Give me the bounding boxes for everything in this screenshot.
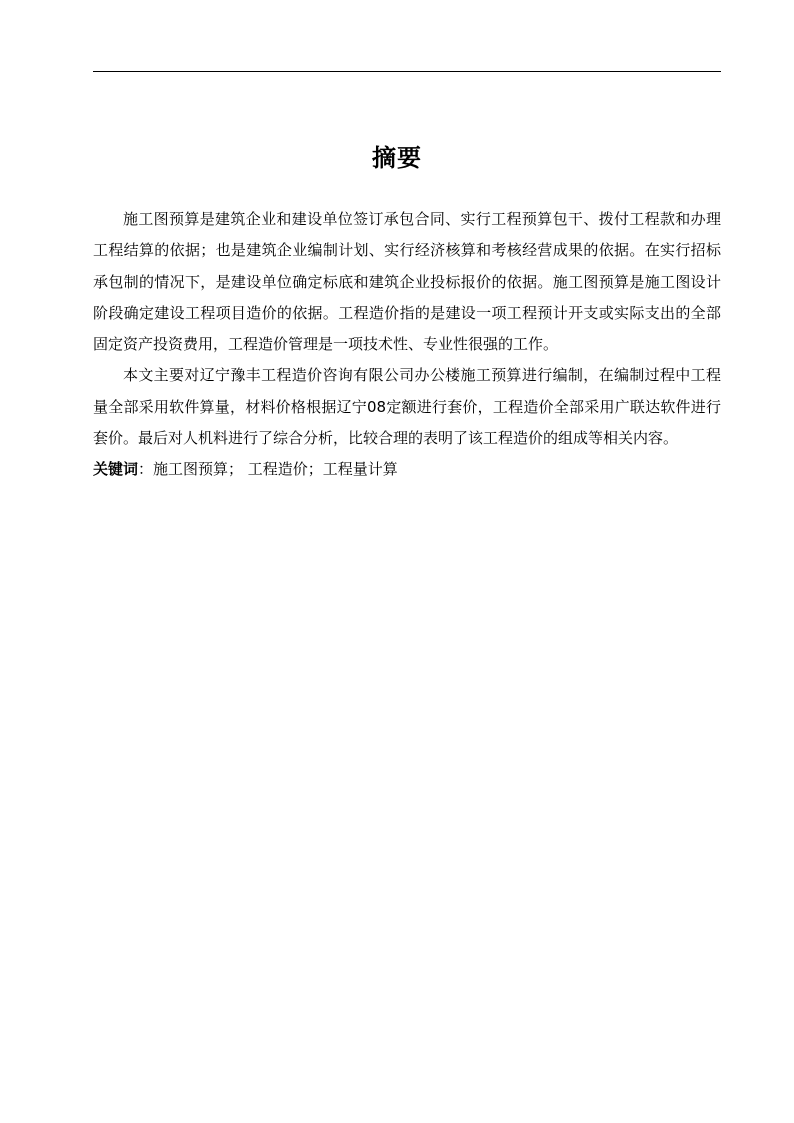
keywords-line <box>93 454 721 485</box>
abstract-paragraph-1: 施工图预算是建筑企业和建设单位签订承包合同、实行工程预算包干、拨付工程款和办理工程结算的依据；也是建筑企业编制计划、实行经济核算和考核经营成果的依据。在实行招标承包制的情况下，是建设单位确定标底和建筑企业投标报价的依据。施工图预算是施工图设计阶段确定建设工程项目造价的依据。工程造价指的是建设一项工程预计开支或实际支出的全部固定资产投资费用，工程造价管理是一项技术性、专业性很强的工作。 <box>93 210 721 354</box>
page-title: 摘要 <box>372 144 422 172</box>
abstract-body <box>93 204 721 486</box>
keywords-label: 关键词 <box>93 460 139 479</box>
abstract-paragraph-2: 本文主要对辽宁豫丰工程造价咨询有限公司办公楼施工预算进行编制，在编制过程中工程量全部采用软件算量，材料价格根据辽宁08定额进行套价，工程造价全部采用广联达软件进行套价。最后对人机料进行了综合分析，比较合理的表明了该工程造价的组成等相关内容。 <box>93 366 721 448</box>
keywords-text: ：施工图预算； 工程造价；工程量计算 <box>138 460 398 479</box>
header-rule <box>93 71 721 72</box>
